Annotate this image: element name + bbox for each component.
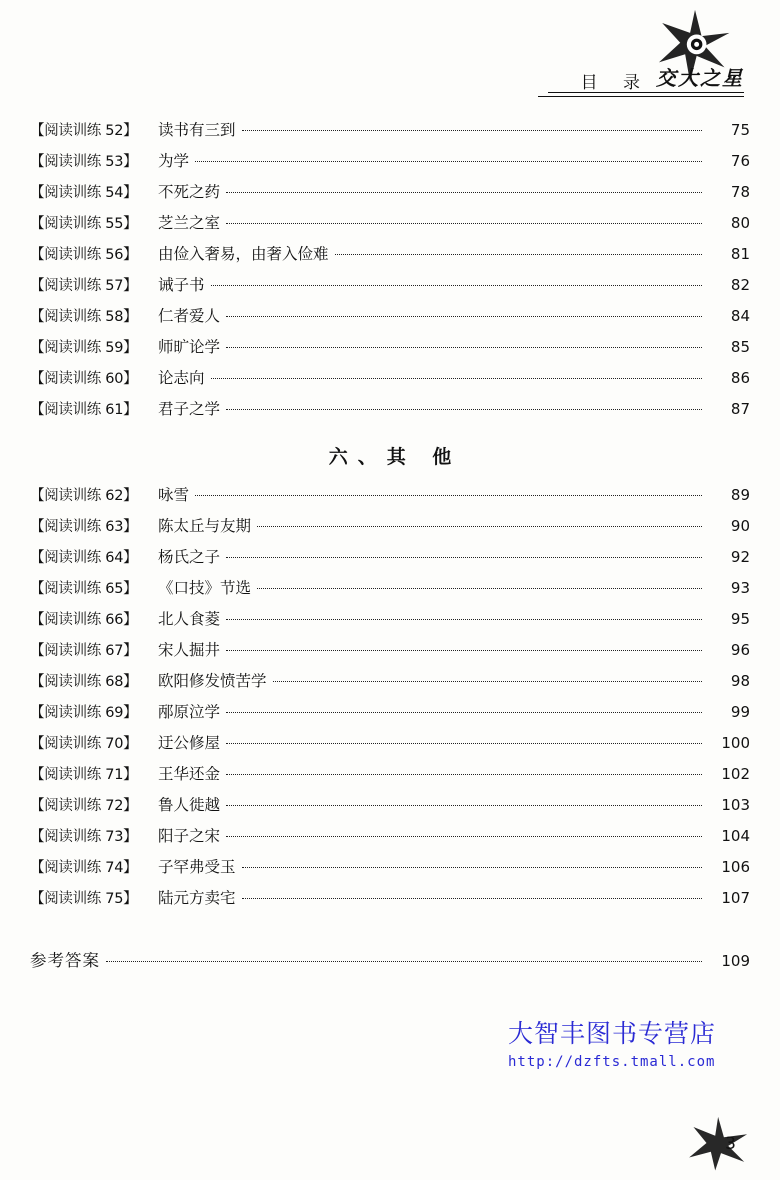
toc-entry-page: 78: [730, 183, 750, 201]
toc-leader: [226, 222, 702, 224]
section-heading: 六、其 他: [328, 446, 462, 468]
toc-entry-title: 陈太丘与友期: [158, 517, 252, 535]
toc-entry-page: 80: [730, 214, 750, 232]
toc-entry-tag: 【阅读训练 75】: [30, 891, 138, 907]
toc-entry[interactable]: [30, 149, 750, 180]
toc-list-bottom: [30, 483, 750, 917]
toc-entry-page: 85: [730, 338, 750, 356]
toc-leader: [226, 835, 702, 837]
toc-entry-tag: 【阅读训练 62】: [30, 488, 138, 504]
toc-entry-page: 103: [721, 796, 750, 814]
toc-entry[interactable]: [30, 180, 750, 211]
toc-leader: [273, 680, 702, 682]
toc-leader: [226, 408, 702, 410]
toc-entry-page: 107: [721, 889, 750, 907]
toc-entry-page: 89: [730, 486, 750, 504]
shop-url: http://dzfts.tmall.com: [508, 1054, 716, 1070]
toc-entry-tag: 【阅读训练 61】: [30, 402, 138, 418]
toc-entry[interactable]: [30, 824, 750, 855]
toc-entry[interactable]: [30, 731, 750, 762]
toc-entry-title: 不死之药: [158, 183, 221, 201]
toc-entry-title: 邴原泣学: [158, 703, 221, 721]
page-number: 3: [725, 1134, 736, 1154]
toc-entry[interactable]: [30, 545, 750, 576]
toc-entry[interactable]: [30, 514, 750, 545]
toc-entry-page: 87: [730, 400, 750, 418]
toc-entry-page: 90: [730, 517, 750, 535]
table-of-contents: [30, 118, 750, 977]
toc-leader: [226, 649, 702, 651]
toc-entry[interactable]: [30, 607, 750, 638]
toc-entry-page: 81: [730, 245, 750, 263]
toc-entry-page: 86: [730, 369, 750, 387]
toc-entry-title: 王华还金: [158, 765, 221, 783]
toc-entry[interactable]: [30, 793, 750, 824]
toc-entry-page: 109: [721, 952, 750, 970]
toc-entry-page: 96: [730, 641, 750, 659]
toc-leader: [242, 866, 702, 868]
toc-leader: [226, 711, 702, 713]
toc-entry-title: 由俭入奢易，由奢入俭难: [158, 245, 329, 263]
toc-entry-tag: 【阅读训练 55】: [30, 216, 138, 232]
toc-entry[interactable]: [30, 886, 750, 917]
toc-entry[interactable]: [30, 273, 750, 304]
toc-entry[interactable]: [30, 576, 750, 607]
toc-entry-page: 104: [721, 827, 750, 845]
toc-entry-tag: 【阅读训练 58】: [30, 309, 138, 325]
toc-leader: [195, 160, 702, 162]
toc-entry-page: 76: [730, 152, 750, 170]
toc-entry[interactable]: [30, 855, 750, 886]
toc-leader: [335, 253, 702, 255]
toc-entry-tag: 【阅读训练 65】: [30, 581, 138, 597]
toc-entry-page: 95: [730, 610, 750, 628]
header-rule: [538, 96, 744, 97]
toc-entry-title: 君子之学: [158, 400, 221, 418]
toc-entry-tag: 【阅读训练 63】: [30, 519, 138, 535]
toc-entry[interactable]: [30, 366, 750, 397]
toc-entry-page: 106: [721, 858, 750, 876]
toc-entry-tag: 【阅读训练 59】: [30, 340, 138, 356]
toc-entry-title: 仁者爱人: [158, 307, 221, 325]
toc-entry-page: 99: [730, 703, 750, 721]
toc-entry-title: 宋人掘井: [158, 641, 221, 659]
toc-entry-page: 93: [730, 579, 750, 597]
toc-entry[interactable]: [30, 762, 750, 793]
toc-entry-page: 84: [730, 307, 750, 325]
toc-entry-tag: 【阅读训练 73】: [30, 829, 138, 845]
toc-leader: [226, 804, 702, 806]
shop-watermark: [508, 1014, 716, 1070]
toc-entry[interactable]: [30, 242, 750, 273]
toc-entry-tag: 【阅读训练 68】: [30, 674, 138, 690]
toc-leader: [226, 346, 702, 348]
toc-entry-tag: 【阅读训练 64】: [30, 550, 138, 566]
toc-list-top: [30, 118, 750, 428]
toc-entry[interactable]: [30, 304, 750, 335]
toc-leader: [242, 129, 702, 131]
toc-leader: [195, 494, 702, 496]
toc-entry[interactable]: [30, 335, 750, 366]
toc-entry-title: 读书有三到: [158, 121, 236, 139]
toc-entry-title: 诫子书: [158, 276, 205, 294]
header-label: 目 录: [580, 73, 650, 93]
toc-entry-page: 82: [730, 276, 750, 294]
toc-entry[interactable]: [30, 638, 750, 669]
toc-entry-page: 102: [721, 765, 750, 783]
toc-entry-page: 100: [721, 734, 750, 752]
toc-entry[interactable]: [30, 700, 750, 731]
toc-entry-title: 咏雪: [158, 486, 190, 504]
toc-entry-title: 子罕弗受玉: [158, 858, 236, 876]
toc-entry[interactable]: [30, 397, 750, 428]
toc-leader: [226, 556, 702, 558]
toc-entry-page: 92: [730, 548, 750, 566]
toc-entry[interactable]: [30, 211, 750, 242]
toc-leader: [226, 742, 702, 744]
toc-entry-title: 陆元方卖宅: [158, 889, 236, 907]
toc-entry-tag: 【阅读训练 69】: [30, 705, 138, 721]
shop-name: 大智丰图书专营店: [508, 1019, 717, 1048]
toc-leader: [257, 587, 702, 589]
brand-label: 交大之星: [656, 68, 744, 90]
toc-entry-title: 为学: [158, 152, 190, 170]
toc-entry[interactable]: [30, 669, 750, 700]
toc-leader: [242, 897, 702, 899]
page-header: [0, 0, 780, 100]
toc-entry-tag: 【阅读训练 53】: [30, 154, 138, 170]
toc-entry-title: 杨氏之子: [158, 548, 221, 566]
header-rule-thin: [548, 92, 744, 93]
toc-leader: [226, 773, 702, 775]
toc-entry-title: 阳子之宋: [158, 827, 221, 845]
toc-entry-answers[interactable]: [30, 947, 750, 977]
star-icon: [684, 1114, 758, 1172]
toc-leader: [211, 284, 702, 286]
toc-entry-tag: 【阅读训练 54】: [30, 185, 138, 201]
toc-entry-tag: 【阅读训练 72】: [30, 798, 138, 814]
toc-entry-title: 欧阳修发愤苦学: [158, 672, 267, 690]
toc-entry[interactable]: [30, 483, 750, 514]
toc-entry-tag: 【阅读训练 67】: [30, 643, 138, 659]
toc-entry-tag: 【阅读训练 74】: [30, 860, 138, 876]
toc-entry-title: 芝兰之室: [158, 214, 221, 232]
toc-entry-title: 鲁人徙越: [158, 796, 221, 814]
toc-entry-title: 北人食菱: [158, 610, 221, 628]
toc-leader: [106, 960, 702, 962]
toc-entry[interactable]: [30, 118, 750, 149]
toc-leader: [211, 377, 702, 379]
toc-entry-tag: 【阅读训练 52】: [30, 123, 138, 139]
toc-leader: [226, 618, 702, 620]
toc-entry-title: 师旷论学: [158, 338, 221, 356]
toc-leader: [257, 525, 702, 527]
toc-leader: [226, 191, 702, 193]
toc-entry-tag: 【阅读训练 71】: [30, 767, 138, 783]
toc-entry-tag: 【阅读训练 66】: [30, 612, 138, 628]
toc-entry-page: 98: [730, 672, 750, 690]
toc-entry-title: 迂公修屋: [158, 734, 221, 752]
toc-entry-page: 75: [730, 121, 750, 139]
toc-entry-tag: 【阅读训练 56】: [30, 247, 138, 263]
toc-leader: [226, 315, 702, 317]
toc-entry-title: 《口技》节选: [158, 579, 252, 597]
toc-entry-tag: 【阅读训练 70】: [30, 736, 138, 752]
toc-entry-title: 参考答案: [30, 951, 100, 970]
toc-entry-tag: 【阅读训练 60】: [30, 371, 138, 387]
toc-entry-tag: 【阅读训练 57】: [30, 278, 138, 294]
toc-entry-title: 论志向: [158, 369, 205, 387]
